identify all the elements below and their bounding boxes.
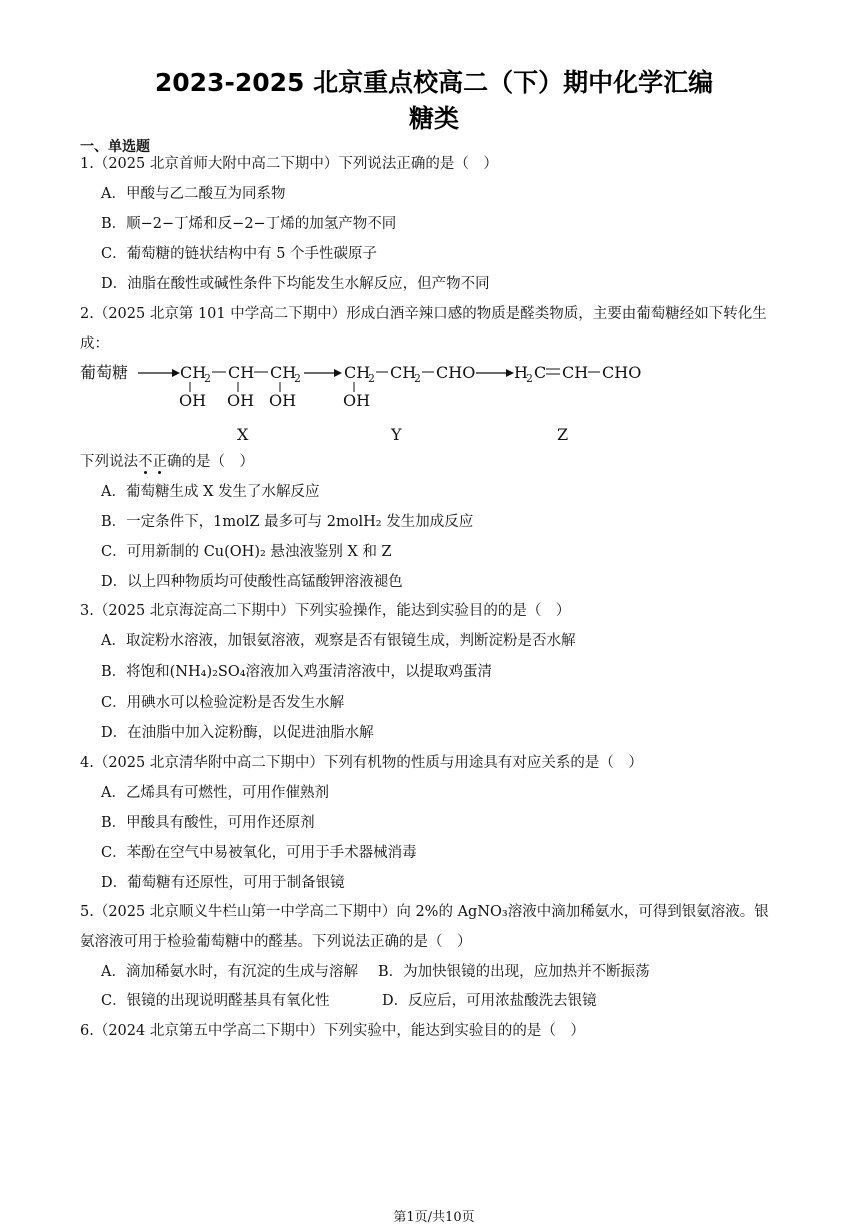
document-title: 2023-2025 北京重点校高二（下）期中化学汇编 (154, 68, 714, 97)
question-3-option-c: C．用碘水可以检验淀粉是否发生水解 (101, 695, 345, 711)
question-2-stem-continued: 成： (80, 336, 109, 352)
svg-text:H: H (514, 363, 528, 382)
emphasis-char: 不 (138, 454, 153, 470)
svg-text:CH: CH (390, 363, 417, 382)
scheme-label-z: Z (557, 425, 569, 444)
question-4-option-c: C．苯酚在空气中易被氧化，可用于手术器械消毒 (101, 845, 417, 861)
svg-text:2: 2 (414, 372, 421, 385)
question-1-option-c: C．葡萄糖的链状结构中有 5 个手性碳原子 (101, 246, 378, 262)
svg-text:OH: OH (343, 391, 371, 410)
question-1-option-a: A．甲酸与乙二酸互为同系物 (101, 186, 286, 202)
question-4-option-a: A．乙烯具有可燃性，可用作催熟剂 (101, 785, 329, 801)
svg-text:CH: CH (180, 363, 207, 382)
question-3-option-d: D．在油脂中加入淀粉酶，以促进油脂水解 (101, 725, 374, 741)
question-5-option-c: C．银镜的出现说明醛基具有氧化性 (101, 993, 330, 1009)
question-2-prompt: 下列说法不正确的是（ ） (80, 454, 254, 470)
question-2-option-b: B．一定条件下，1molZ 最多可与 2molH₂ 发生加成反应 (101, 514, 474, 530)
question-3-stem: 3.（2025 北京海淀高二下期中）下列实验操作，能达到实验目的的是（ ） (80, 603, 571, 619)
question-4-option-d: D．葡萄糖有还原性，可用于制备银镜 (101, 875, 345, 891)
svg-text:CH: CH (270, 363, 297, 382)
question-5-stem-continued: 氨溶液可用于检验葡萄糖中的醛基。下列说法正确的是（ ） (80, 934, 472, 950)
svg-text:2: 2 (204, 372, 211, 385)
question-1-option-b: B．顺−2−丁烯和反−2−丁烯的加氢产物不同 (101, 216, 397, 232)
question-2-option-a: A．葡萄糖生成 X 发生了水解反应 (101, 484, 320, 500)
svg-text:CHO: CHO (436, 363, 476, 382)
question-2-option-c: C．可用新制的 Cu(OH)₂ 悬浊液鉴别 X 和 Z (101, 544, 392, 560)
question-6-stem: 6.（2024 北京第五中学高二下期中）下列实验中，能达到实验目的的是（ ） (80, 1023, 585, 1039)
question-3-option-b: B．将饱和(NH₄)₂SO₄溶液加入鸡蛋清溶液中，以提取鸡蛋清 (101, 664, 493, 680)
section-heading: 一、单选题 (80, 139, 150, 155)
svg-text:OH: OH (227, 391, 255, 410)
scheme-start-label: 葡萄糖 (80, 363, 129, 382)
question-1-option-d: D．油脂在酸性或碱性条件下均能发生水解反应，但产物不同 (101, 276, 490, 292)
scheme-label-x: X (237, 425, 249, 444)
svg-text:2: 2 (526, 372, 533, 385)
question-3-option-a: A．取淀粉水溶液，加银氨溶液，观察是否有银镜生成，判断淀粉是否水解 (101, 633, 576, 649)
question-5-option-b: B．为加快银镜的出现，应加热并不断振荡 (378, 964, 650, 980)
question-5-option-a: A．滴加稀氨水时，有沉淀的生成与溶解 (101, 964, 358, 980)
svg-text:CH: CH (562, 363, 589, 382)
question-5-stem: 5.（2025 北京顺义牛栏山第一中学高二下期中）向 2%的 AgNO₃溶液中滴加稀氨水，可得到银氨溶液。银 (80, 904, 769, 920)
svg-text:CHO: CHO (602, 363, 642, 382)
question-2-option-d: D．以上四种物质均可使酸性高锰酸钾溶液褪色 (101, 574, 403, 590)
svg-text:C: C (534, 363, 547, 382)
page-footer: 第1页/共10页 (393, 1210, 475, 1225)
svg-text:OH: OH (269, 391, 297, 410)
svg-text:2: 2 (368, 372, 375, 385)
svg-text:2: 2 (294, 372, 301, 385)
reaction-scheme (80, 356, 680, 446)
emphasis-char: 正 (152, 454, 167, 470)
question-4-option-b: B．甲酸具有酸性，可用作还原剂 (101, 815, 315, 831)
svg-text:CH: CH (344, 363, 371, 382)
question-2-stem: 2.（2025 北京第 101 中学高二下期中）形成白酒辛辣口感的物质是醛类物质，主要由葡萄糖经如下转化生 (80, 306, 767, 322)
question-5-option-d: D．反应后，可用浓盐酸洗去银镜 (382, 993, 597, 1009)
question-4-stem: 4.（2025 北京清华附中高二下期中）下列有机物的性质与用途具有对应关系的是（ ） (80, 755, 643, 771)
scheme-label-y: Y (391, 425, 402, 444)
document-subtitle: 糖类 (408, 104, 459, 133)
svg-text:OH: OH (179, 391, 207, 410)
question-1-stem: 1.（2025 北京首师大附中高二下期中）下列说法正确的是（ ） (80, 156, 498, 172)
svg-text:CH: CH (228, 363, 255, 382)
